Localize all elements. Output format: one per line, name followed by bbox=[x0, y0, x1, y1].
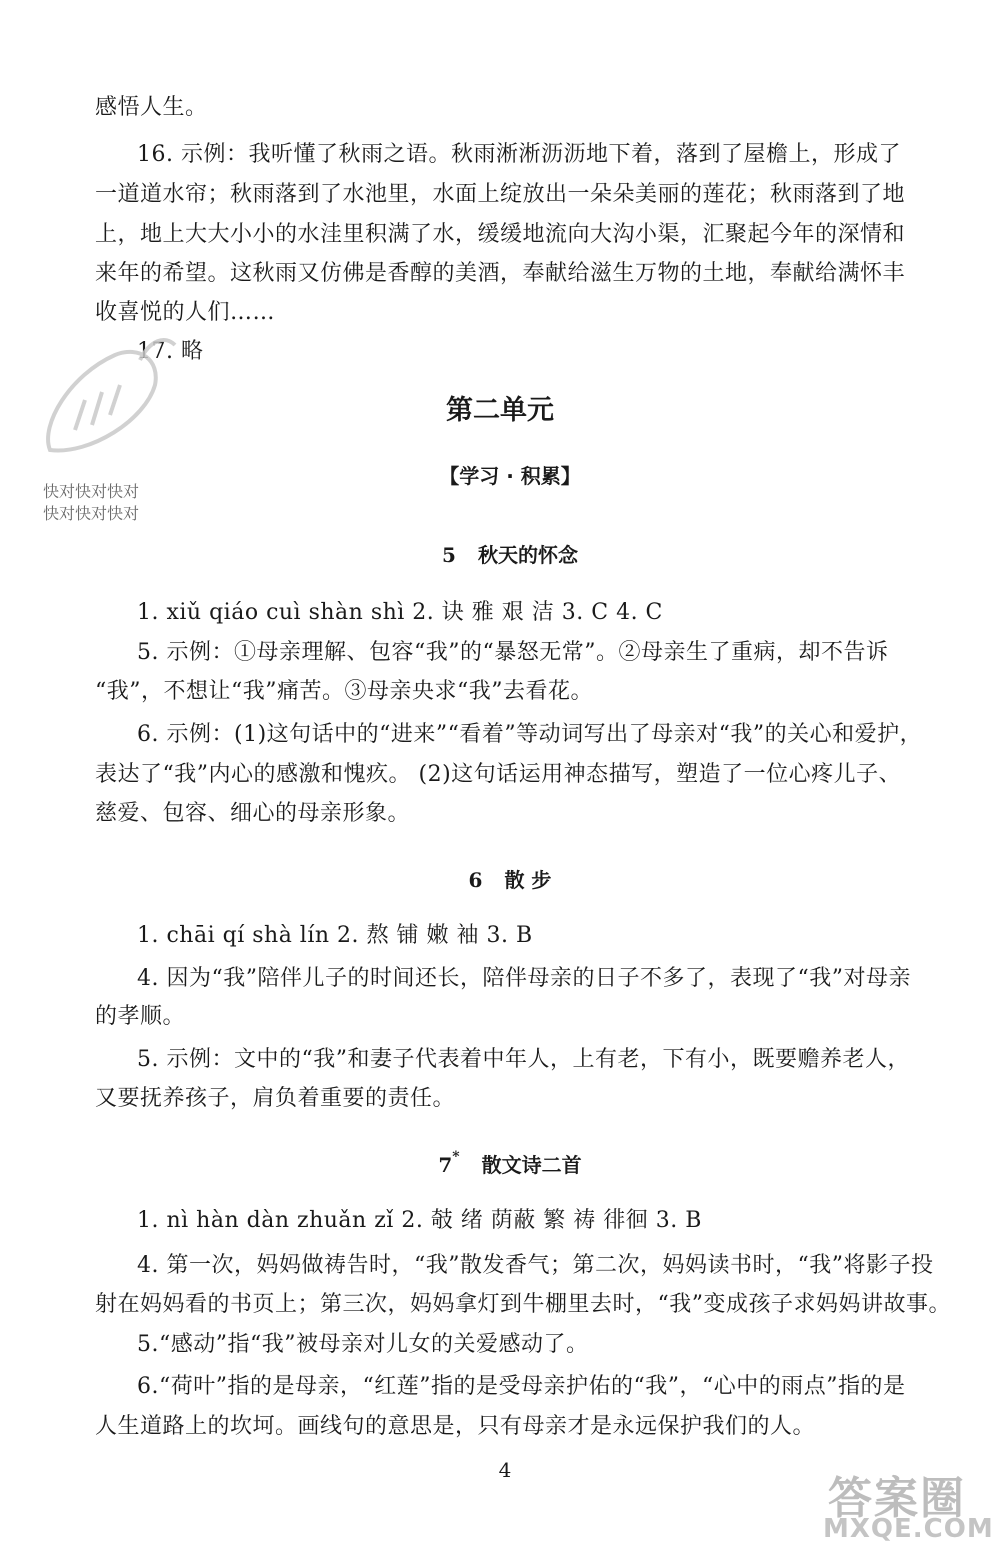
q16-line-4: 来年的希望。这秋雨又仿佛是香醇的美酒，奉献给滋生万物的土地，奉献给满怀丰 bbox=[95, 261, 906, 286]
intro-line: 感悟人生。 bbox=[95, 95, 208, 120]
optional-star: * bbox=[452, 1149, 460, 1165]
lesson-number-value: 7 bbox=[438, 1153, 453, 1177]
lesson-name: 散 步 bbox=[504, 868, 552, 892]
lesson-7-line-1: 1. nì hàn dàn zhuǎn zǐ 2. 攲 绪 荫蔽 繁 祷 徘徊 3. B bbox=[137, 1208, 702, 1233]
lesson-7-line-2: 4. 第一次，妈妈做祷告时，“我”散发香气；第二次，妈妈读书时，“我”将影子投 bbox=[137, 1253, 934, 1278]
lesson-7-title bbox=[0, 1149, 1000, 1178]
site-logo bbox=[818, 1462, 993, 1552]
lesson-number: 5 bbox=[442, 543, 456, 567]
unit-title: 第二单元 bbox=[446, 395, 554, 426]
lesson-6-line-1: 1. chāi qí shà lín 2. 熬 铺 嫩 袖 3. B bbox=[137, 923, 533, 948]
page-number: 4 bbox=[498, 1458, 512, 1482]
lesson-5-line-3: “我”，不想让“我”痛苦。③母亲央求“我”去看花。 bbox=[95, 679, 593, 704]
lesson-number: 6 bbox=[468, 868, 483, 892]
lesson-5-line-5: 表达了“我”内心的感激和愧疚。 (2)这句话运用神态描写，塑造了一位心疼儿子、 bbox=[95, 762, 902, 787]
site-logo-text: 答案圈 bbox=[828, 1473, 966, 1524]
lesson-7-line-4: 5.“感动”指“我”被母亲对儿女的关爱感动了。 bbox=[137, 1332, 589, 1357]
q16-line-3: 上，地上大大小小的水洼里积满了水，缓缓地流向大沟小渠，汇聚起今年的深情和 bbox=[95, 222, 906, 247]
lesson-5-line-6: 慈爱、包容、细心的母亲形象。 bbox=[95, 801, 411, 826]
lesson-7-line-5: 6.“荷叶”指的是母亲，“红莲”指的是受母亲护佑的“我”，“心中的雨点”指的是 bbox=[137, 1374, 906, 1399]
q16-line-2: 一道道水帘；秋雨落到了水池里，水面上绽放出一朵朵美丽的莲花；秋雨落到了地 bbox=[95, 182, 906, 207]
watermark-line-1: 快对快对快对 bbox=[43, 482, 140, 501]
lesson-6-line-2: 4. 因为“我”陪伴儿子的时间还长，陪伴母亲的日子不多了，表现了“我”对母亲 bbox=[137, 966, 911, 991]
lesson-6-line-3: 的孝顺。 bbox=[95, 1004, 186, 1029]
lesson-5-line-2: 5. 示例：①母亲理解、包容“我”的“暴怒无常”。②母亲生了重病，却不告诉 bbox=[137, 640, 889, 665]
q17-line: 17. 略 bbox=[137, 339, 204, 364]
lesson-7-line-6: 人生道路上的坎坷。画线句的意思是，只有母亲才是永远保护我们的人。 bbox=[95, 1414, 816, 1439]
lesson-6-title bbox=[0, 864, 1000, 893]
lesson-6-line-5: 又要抚养孩子，肩负着重要的责任。 bbox=[95, 1086, 456, 1111]
lesson-name: 秋天的怀念 bbox=[477, 543, 578, 567]
lesson-5-title bbox=[0, 539, 1000, 568]
site-logo-domain: MXQE.COM bbox=[823, 1514, 994, 1544]
lesson-6-line-4: 5. 示例：文中的“我”和妻子代表着中年人，上有老，下有小，既要赡养老人， bbox=[137, 1047, 910, 1072]
q16-line-1: 16. 示例：我听懂了秋雨之语。秋雨淅淅沥沥地下着，落到了屋檐上，形成了 bbox=[137, 142, 901, 167]
q16-line-5: 收喜悦的人们…… bbox=[95, 300, 276, 325]
lesson-7-line-3: 射在妈妈看的书页上；第三次，妈妈拿灯到牛棚里去时，“我”变成孩子求妈妈讲故事。 bbox=[95, 1292, 951, 1317]
lesson-name: 散文诗二首 bbox=[481, 1153, 582, 1177]
lesson-5-line-1: 1. xiǔ qiáo cuì shàn shì 2. 诀 雅 艰 洁 3. C 4. C bbox=[137, 600, 663, 625]
lesson-number bbox=[438, 1149, 460, 1177]
watermark-line-2: 快对快对快对 bbox=[43, 504, 140, 523]
section-heading: 【学习 · 积累】 bbox=[439, 464, 581, 488]
lesson-5-line-4: 6. 示例：(1)这句话中的“进来”“看着”等动词写出了母亲对“我”的关心和爱护， bbox=[137, 722, 923, 747]
